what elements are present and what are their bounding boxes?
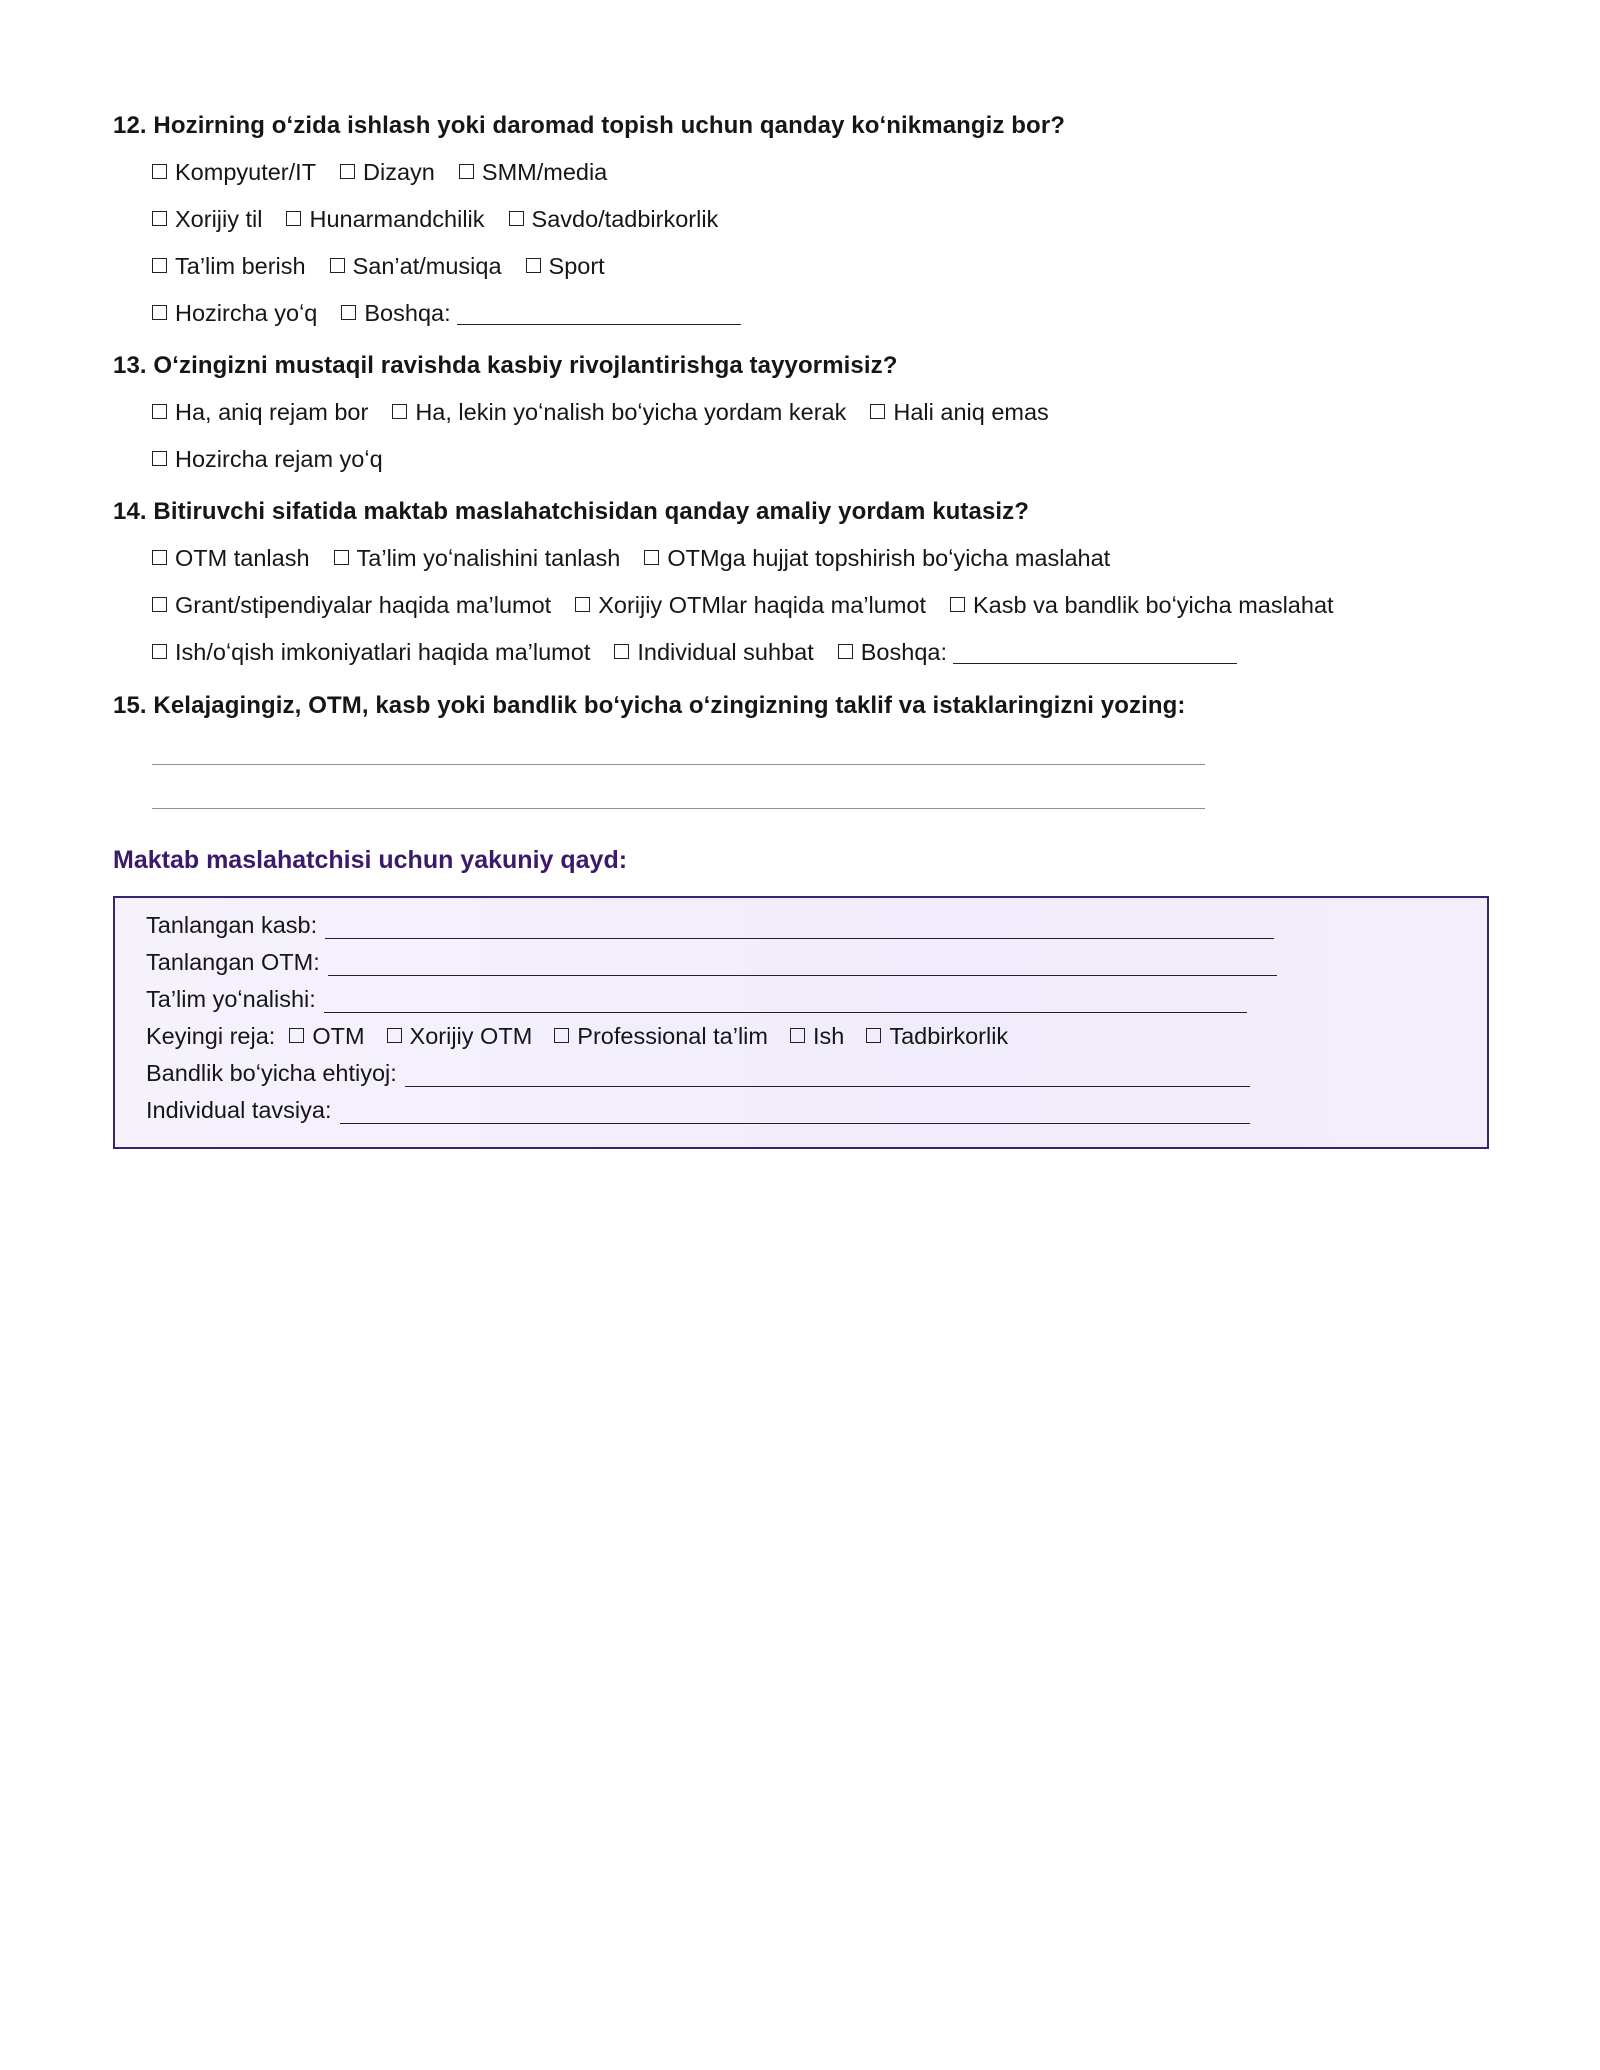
option-label: SMM/media [481, 159, 608, 185]
option-label: Hozircha yoʻq [175, 300, 318, 326]
checkbox-icon[interactable] [152, 451, 167, 466]
q13-option-not-sure[interactable] [870, 399, 1048, 426]
next-plan-option-university[interactable] [289, 1023, 364, 1050]
q14-options-row-3 [152, 639, 1261, 666]
q12-options-row-1 [152, 159, 631, 186]
option-label: Xorijiy OTMlar haqida ma’lumot [598, 592, 926, 618]
q12-other-blank[interactable] [457, 302, 741, 325]
checkbox-icon[interactable] [286, 211, 301, 226]
checkbox-icon[interactable] [526, 258, 541, 273]
option-label: Individual suhbat [637, 639, 814, 665]
checkbox-icon[interactable] [152, 644, 167, 659]
checkbox-icon[interactable] [334, 550, 349, 565]
option-label: Hozircha rejam yoʻq [175, 446, 383, 472]
q14-option-other[interactable] [838, 639, 1237, 666]
option-label: OTM tanlash [175, 545, 310, 571]
checkbox-icon[interactable] [554, 1028, 569, 1043]
q13-option-need-guidance[interactable] [392, 399, 846, 426]
q15-answer-line-2[interactable] [152, 808, 1205, 809]
option-label: Hunarmandchilik [309, 206, 485, 232]
checkbox-icon[interactable] [152, 258, 167, 273]
checkbox-icon[interactable] [152, 550, 167, 565]
checkbox-icon[interactable] [614, 644, 629, 659]
checkbox-icon[interactable] [152, 597, 167, 612]
q12-option-other[interactable] [341, 300, 740, 327]
q13-option-clear-plan[interactable] [152, 399, 368, 426]
q12-option-teaching[interactable] [152, 253, 306, 280]
checkbox-icon[interactable] [838, 644, 853, 659]
option-label: OTM [312, 1023, 365, 1049]
next-plan-label: Keyingi reja: [146, 1023, 276, 1049]
q12-option-art-music[interactable] [330, 253, 502, 280]
next-plan-option-work[interactable] [790, 1023, 844, 1050]
option-label: Ha, lekin yoʻnalish boʻyicha yordam kerak [415, 399, 847, 425]
option-label: OTMga hujjat topshirish boʻyicha maslahat [667, 545, 1111, 571]
next-plan-option-vocational[interactable] [554, 1023, 768, 1050]
checkbox-icon[interactable] [152, 211, 167, 226]
q12-option-design[interactable] [340, 159, 435, 186]
q13-option-no-plan[interactable] [152, 446, 383, 473]
checkbox-icon[interactable] [870, 404, 885, 419]
q12-options-row-3 [152, 253, 629, 280]
next-plan-option-entrepreneurship[interactable] [866, 1023, 1008, 1050]
option-label: Ish/oʻqish imkoniyatlari haqida ma’lumot [175, 639, 591, 665]
q14-option-choose-direction[interactable] [334, 545, 621, 572]
q14-option-document-advice[interactable] [644, 545, 1110, 572]
checkbox-icon[interactable] [459, 164, 474, 179]
option-label: Ish [812, 1023, 845, 1049]
option-label: Dizayn [363, 159, 435, 185]
chosen-university-blank[interactable] [328, 955, 1277, 976]
option-label: Xorijiy OTM [409, 1023, 533, 1049]
question-13-title: 13. Oʻzingizni mustaqil ravishda kasbiy rivojlantirishga tayyormisiz? [113, 352, 898, 379]
option-label: Boshqa: [364, 300, 451, 326]
q13-options-row-1 [152, 399, 1073, 426]
option-label: Ha, aniq rejam bor [175, 399, 369, 425]
q12-option-trade-business[interactable] [509, 206, 719, 233]
option-label: Professional ta’lim [577, 1023, 768, 1049]
q12-option-handicraft[interactable] [286, 206, 484, 233]
final-note-box [113, 896, 1489, 1149]
option-label: San’at/musiqa [352, 253, 502, 279]
q12-option-smm-media[interactable] [459, 159, 607, 186]
individual-advice-row [146, 1097, 1250, 1124]
checkbox-icon[interactable] [509, 211, 524, 226]
q15-answer-line-1[interactable] [152, 764, 1205, 765]
option-label: Savdo/tadbirkorlik [531, 206, 719, 232]
checkbox-icon[interactable] [152, 164, 167, 179]
q13-options-row-2 [152, 446, 407, 473]
q12-option-computer-it[interactable] [152, 159, 316, 186]
q14-option-foreign-universities-info[interactable] [575, 592, 926, 619]
chosen-profession-label: Tanlangan kasb: [146, 912, 318, 938]
checkbox-icon[interactable] [340, 164, 355, 179]
final-note-title: Maktab maslahatchisi uchun yakuniy qayd: [113, 846, 628, 874]
option-label: Grant/stipendiyalar haqida ma’lumot [175, 592, 552, 618]
individual-advice-blank[interactable] [340, 1103, 1250, 1124]
q14-other-blank[interactable] [953, 641, 1237, 664]
chosen-university-label: Tanlangan OTM: [146, 949, 320, 975]
q12-options-row-4 [152, 300, 765, 327]
q14-option-career-advice[interactable] [950, 592, 1334, 619]
chosen-university-row [146, 949, 1277, 976]
question-12-title: 12. Hozirning oʻzida ishlash yoki daromad topish uchun qanday koʻnikmangiz bor? [113, 112, 1066, 139]
option-label: Kompyuter/IT [175, 159, 317, 185]
option-label: Xorijiy til [175, 206, 263, 232]
option-label: Tadbirkorlik [889, 1023, 1009, 1049]
chosen-profession-row [146, 912, 1274, 939]
checkbox-icon[interactable] [644, 550, 659, 565]
q14-option-choose-university[interactable] [152, 545, 310, 572]
chosen-profession-blank[interactable] [325, 918, 1274, 939]
employment-need-blank[interactable] [405, 1066, 1250, 1087]
checkbox-icon[interactable] [790, 1028, 805, 1043]
question-15-title: 15. Kelajagingiz, OTM, kasb yoki bandlik boʻyicha oʻzingizning taklif va istaklaringizni yozing: [113, 692, 1186, 719]
education-direction-blank[interactable] [324, 992, 1247, 1013]
checkbox-icon[interactable] [866, 1028, 881, 1043]
q14-options-row-1 [152, 545, 1134, 572]
checkbox-icon[interactable] [289, 1028, 304, 1043]
education-direction-label: Ta’lim yoʻnalishi: [146, 986, 316, 1012]
q14-option-grants-info[interactable] [152, 592, 551, 619]
q12-option-none-yet[interactable] [152, 300, 317, 327]
checkbox-icon[interactable] [152, 305, 167, 320]
employment-need-row [146, 1060, 1250, 1087]
option-label: Boshqa: [860, 639, 947, 665]
checkbox-icon[interactable] [330, 258, 345, 273]
checkbox-icon[interactable] [950, 597, 965, 612]
q14-option-individual-talk[interactable] [614, 639, 813, 666]
option-label: Sport [548, 253, 605, 279]
next-plan-option-foreign-university[interactable] [387, 1023, 533, 1050]
checkbox-icon[interactable] [341, 305, 356, 320]
q12-options-row-2 [152, 206, 742, 233]
q12-option-sport[interactable] [526, 253, 605, 280]
education-direction-row [146, 986, 1247, 1013]
employment-need-label: Bandlik boʻyicha ehtiyoj: [146, 1060, 397, 1086]
next-plan-row [146, 1023, 1030, 1050]
q14-options-row-2 [152, 592, 1358, 619]
option-label: Kasb va bandlik boʻyicha maslahat [973, 592, 1334, 618]
question-14-title: 14. Bitiruvchi sifatida maktab maslahatchisidan qanday amaliy yordam kutasiz? [113, 498, 1030, 525]
option-label: Ta’lim yoʻnalishini tanlash [356, 545, 621, 571]
q14-option-work-study-info[interactable] [152, 639, 590, 666]
option-label: Ta’lim berish [175, 253, 306, 279]
checkbox-icon[interactable] [387, 1028, 402, 1043]
q12-option-foreign-language[interactable] [152, 206, 262, 233]
individual-advice-label: Individual tavsiya: [146, 1097, 332, 1123]
checkbox-icon[interactable] [575, 597, 590, 612]
checkbox-icon[interactable] [152, 404, 167, 419]
checkbox-icon[interactable] [392, 404, 407, 419]
option-label: Hali aniq emas [893, 399, 1049, 425]
